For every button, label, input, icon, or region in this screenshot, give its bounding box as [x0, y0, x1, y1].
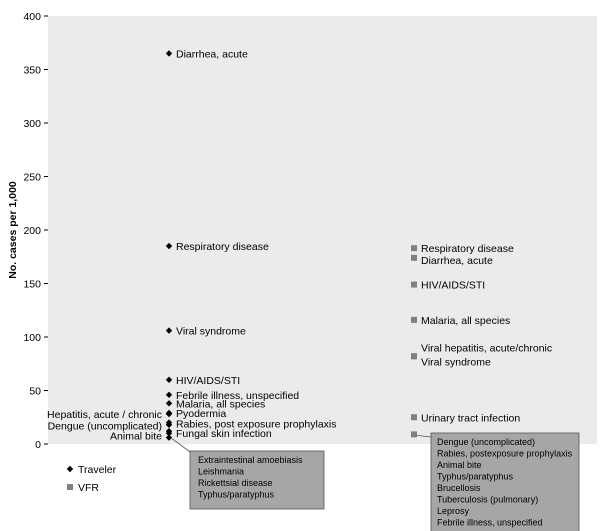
box-label: Brucellosis — [437, 483, 481, 493]
box-label: Tuberculosis (pulmonary) — [437, 494, 539, 505]
legend-traveler-label: Traveler — [78, 464, 117, 476]
y-tick-label: 50 — [29, 385, 41, 398]
data-label: Respiratory disease — [176, 241, 269, 254]
data-label: Viral syndrome — [176, 325, 246, 338]
box-label: Rabies, postexposure prophylaxis — [437, 448, 573, 459]
box-label: Leishmania — [198, 466, 245, 477]
plot-area — [48, 16, 597, 444]
data-label: Viral hepatitis, acute/chronic — [421, 342, 553, 355]
data-label: Fungal skin infection — [176, 428, 272, 441]
vfr-point — [411, 317, 417, 323]
y-tick-label: 350 — [23, 64, 41, 77]
box-label: Typhus/paratyphus — [437, 471, 514, 482]
y-tick-label: 100 — [23, 332, 41, 344]
legend-vfr-label: VFR — [78, 482, 99, 494]
y-tick-label: 200 — [23, 225, 41, 237]
box-label: Febrile illness, unspecified — [437, 517, 543, 528]
vfr-point — [411, 245, 417, 251]
vfr-point — [411, 282, 417, 288]
data-label: Pyodermia — [176, 407, 227, 420]
data-label: Diarrhea, acute — [421, 254, 493, 267]
box-label: Extraintestinal amoebiasis — [198, 455, 303, 465]
data-label: HIV/AIDS/STI — [176, 374, 241, 387]
data-label: Malaria, all species — [421, 314, 511, 327]
y-tick-label: 0 — [35, 439, 41, 451]
y-tick-label: 250 — [23, 171, 41, 184]
vfr-point — [411, 431, 417, 437]
y-tick-label: 150 — [23, 278, 41, 291]
vfr-point — [411, 353, 417, 359]
y-tick-label: 300 — [23, 118, 41, 130]
data-label: Febrile illness, unspecified — [176, 389, 300, 402]
data-label: Diarrhea, acute — [176, 48, 248, 61]
data-label: Urinary tract infection — [421, 412, 521, 425]
data-label: Malaria, all species — [176, 398, 266, 411]
box-label: Rickettsial disease — [198, 478, 273, 488]
y-axis — [23, 11, 48, 451]
vfr-point — [411, 255, 417, 261]
y-axis-label: No. cases per 1,000 — [7, 181, 19, 279]
legend-vfr-marker — [67, 484, 73, 490]
box-label: Dengue (uncomplicated) — [437, 437, 536, 447]
data-label: Respiratory disease — [421, 243, 514, 256]
grouped-label-boxes — [172, 433, 579, 531]
y-tick-label: 400 — [23, 11, 41, 23]
vfr-point — [411, 414, 417, 420]
box-label: Typhus/paratyphus — [198, 489, 275, 500]
data-label: Dengue (uncomplicated) — [47, 420, 162, 433]
box-label: Leprosy — [437, 506, 470, 516]
data-label: Hepatitis, acute / chronic — [47, 409, 162, 422]
data-label: Rabies, post exposure prophylaxis — [176, 418, 337, 431]
box-label: Animal bite — [437, 460, 482, 470]
data-label: Animal bite — [110, 430, 162, 443]
data-label: Viral syndrome — [421, 356, 491, 369]
data-label: HIV/AIDS/STI — [421, 279, 486, 292]
